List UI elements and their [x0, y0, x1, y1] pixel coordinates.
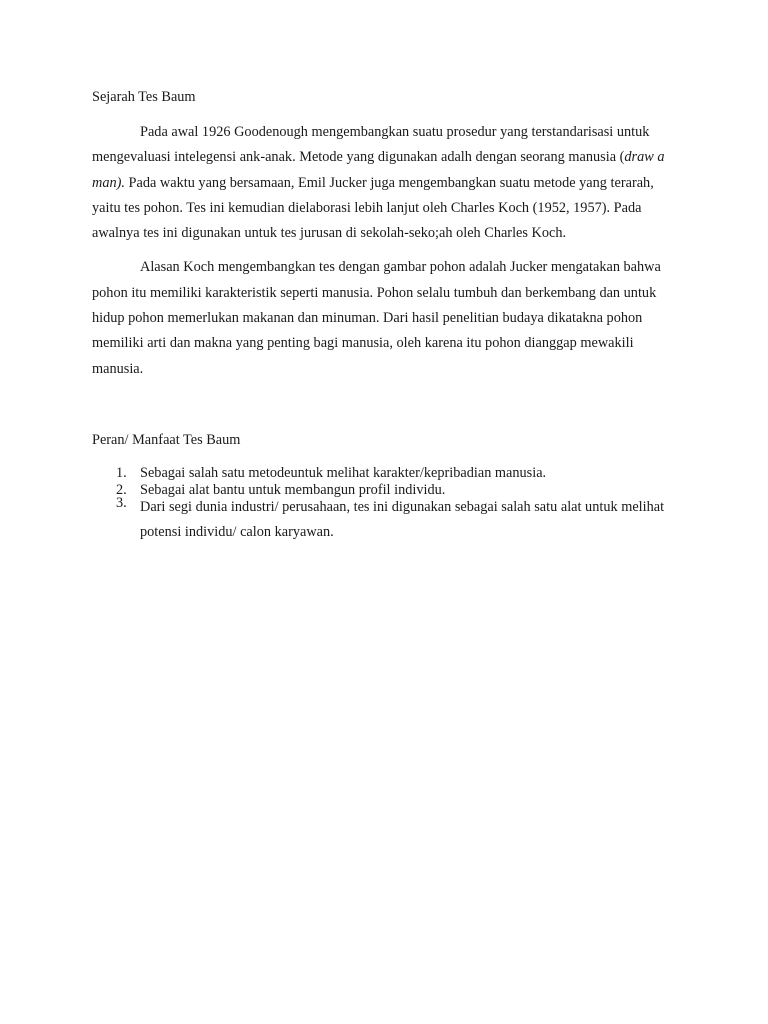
paragraph-history-text-1: Pada awal 1926 Goodenough mengembangkan suatu prosedur yang terstandarisasi untuk mengevaluasi intelegensi ank-anak. Metode yang digunakan adalh dengan seorang manusia (: [92, 124, 650, 166]
paragraph-history: [92, 120, 682, 246]
section-title-peran-manfaat: Peran/ Manfaat Tes Baum: [92, 431, 241, 448]
list-item-number: 2.: [116, 481, 127, 498]
section-title-sejarah: Sejarah Tes Baum: [92, 89, 196, 105]
list-item-text: Dari segi dunia industri/ perusahaan, tes ini digunakan sebagai salah satu alat untuk melihat potensi individu/ calon karyawan.: [140, 498, 665, 541]
list-item-text: Sebagai alat bantu untuk membangun profil individu.: [140, 481, 446, 498]
benefits-list: [92, 465, 682, 546]
paragraph-history-text-2: Pada waktu yang bersamaan, Emil Jucker juga mengembangkan suatu metode yang terarah, yaitu tes pohon. Tes ini kemudian dielaborasi lebih lanjut oleh Charles Koch (1952, 1957). Pada awalnya tes ini digunakan untuk tes jurusan di sekolah-seko;ah oleh Charles Koch.: [92, 174, 654, 242]
list-item: [116, 494, 682, 546]
list-item-text: Sebagai salah satu metodeuntuk melihat karakter/kepribadian manusia.: [140, 464, 547, 481]
list-item-number: 3.: [116, 494, 127, 511]
paragraph-koch-reason: Alasan Koch mengembangkan tes dengan gambar pohon adalah Jucker mengatakan bahwa pohon itu memiliki karakteristik seperti manusia. Pohon selalu tumbuh dan berkembang dan untuk hidup pohon memerlukan makanan dan minuman. Dari hasil penelitian budaya dikatakna pohon memiliki arti dan makna yang penting bagi manusia, oleh karena itu pohon dianggap mewakili manusia.: [92, 259, 661, 377]
list-item: [116, 464, 682, 482]
paragraph-history-italic: draw a man).: [92, 149, 665, 191]
document-content: [92, 86, 682, 546]
list-item-number: 1.: [116, 464, 127, 481]
